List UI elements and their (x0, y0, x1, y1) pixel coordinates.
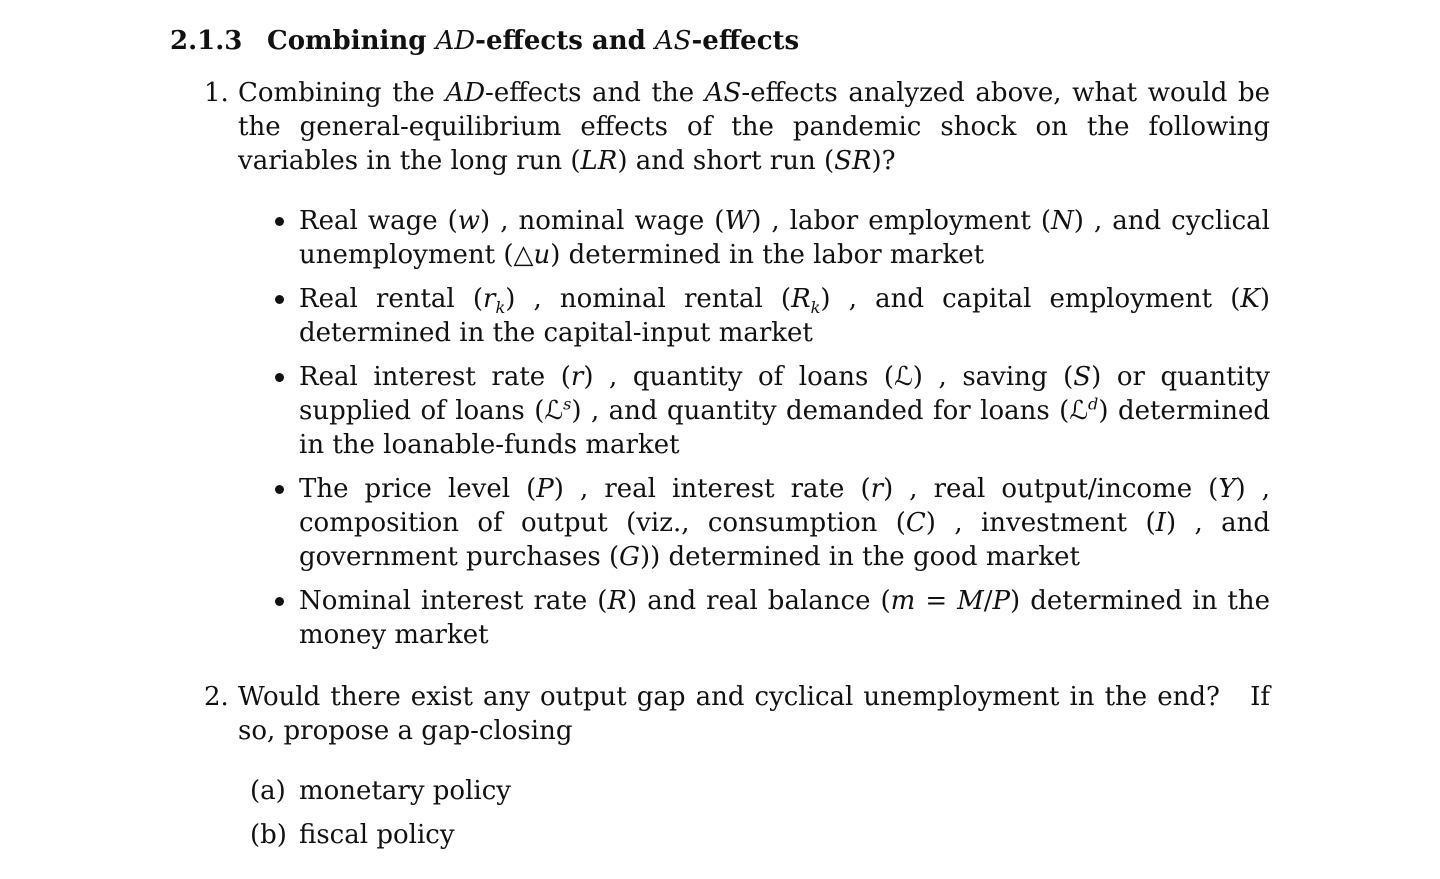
variable-list (238, 204, 1270, 652)
option-label: (a) (250, 776, 286, 806)
list-item-monetary-policy (238, 774, 1270, 808)
policy-options (238, 774, 1270, 852)
bullet-icon (275, 597, 284, 606)
question-1 (204, 76, 1270, 652)
bullet-icon (275, 217, 284, 226)
question-2-text: Would there exist any output gap and cyclical unemployment in the end? If so, propose a gap-closing (238, 682, 1279, 746)
question-2 (204, 680, 1279, 852)
list-item-loanable-funds-market: Real interest rate (r) , quantity of loans (ℒ) , saving (S) or quantity supplied of loans (ℒ$^s$) , and quantity demanded for loans (ℒ$^d$) determined in the loanable-funds market (238, 360, 1270, 462)
question-item (204, 76, 1270, 652)
bullet-icon (275, 485, 284, 494)
bullet-icon (275, 373, 284, 382)
question-number: 1. (204, 78, 229, 108)
bullet-icon (275, 295, 284, 304)
list-item-capital-market: Real rental $(r_k)$ , nominal rental $(R_k)$ , and capital employment (K) determined in the capital-input market (238, 282, 1270, 350)
question-1-intro: Combining the AD-effects and the AS-effects analyzed above, what would be the general-equilibrium effects of the pandemic shock on the following variables in the long run (LR) and short run (SR)? (238, 78, 1271, 176)
section-heading (170, 24, 799, 58)
question-item (204, 680, 1279, 852)
option-text: fiscal policy (299, 820, 455, 850)
option-text: monetary policy (299, 776, 511, 806)
question-number: 2. (204, 682, 229, 712)
list-item-labor-market: Real wage (w) , nominal wage (W) , labor employment (N) , and cyclical unemployment (△u) determined in the labor market (238, 204, 1270, 272)
list-item-good-market: The price level (P) , real interest rate (r) , real output/income (Y) , composition of output (viz., consumption (C) , investment (I) , and government purchases (G)) determined in the good market (238, 472, 1270, 574)
list-item-fiscal-policy (238, 818, 1270, 852)
section-number: 2.1.3 (170, 26, 243, 56)
option-label: (b) (250, 820, 287, 850)
section-title: Combining AD-effects and AS-effects (267, 26, 800, 56)
list-item-money-market: Nominal interest rate (R) and real balance (m = M/P) determined in the money market (238, 584, 1270, 652)
